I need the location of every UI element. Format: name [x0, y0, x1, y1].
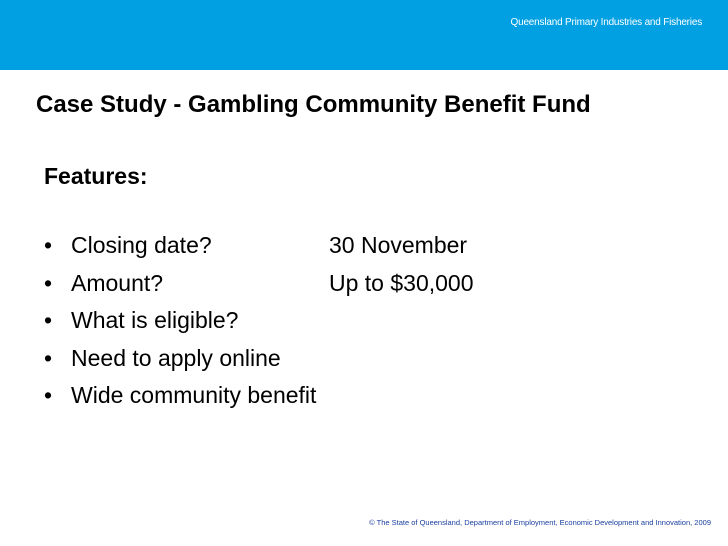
list-item: [44, 307, 474, 345]
bullet-icon: •: [44, 232, 53, 258]
organization-name: Queensland Primary Industries and Fisheries: [510, 17, 702, 28]
bullet-label: Closing date?: [71, 232, 212, 258]
list-item: [44, 382, 474, 420]
copyright-footer: © The State of Queensland, Department of Employment, Economic Development and Innovation, 2009: [369, 518, 711, 527]
slide-title: Case Study - Gambling Community Benefit Fund: [36, 91, 591, 118]
bullet-icon: •: [44, 269, 53, 296]
bullet-value: Up to $30,000: [329, 269, 474, 296]
header-bar: [0, 0, 728, 70]
bullet-label: Wide community benefit: [71, 382, 317, 408]
list-item: [44, 232, 474, 270]
bullet-label: Need to apply online: [71, 344, 281, 371]
bullet-icon: •: [44, 344, 53, 371]
list-item: [44, 345, 474, 383]
bullet-icon: •: [44, 382, 53, 408]
bullet-icon: •: [44, 307, 53, 333]
bullet-value: 30 November: [329, 232, 468, 258]
bullet-label: What is eligible?: [71, 307, 239, 333]
bullet-label: Amount?: [71, 269, 164, 296]
list-item: [44, 270, 474, 308]
features-list: [44, 232, 474, 420]
features-heading: Features:: [44, 163, 148, 189]
